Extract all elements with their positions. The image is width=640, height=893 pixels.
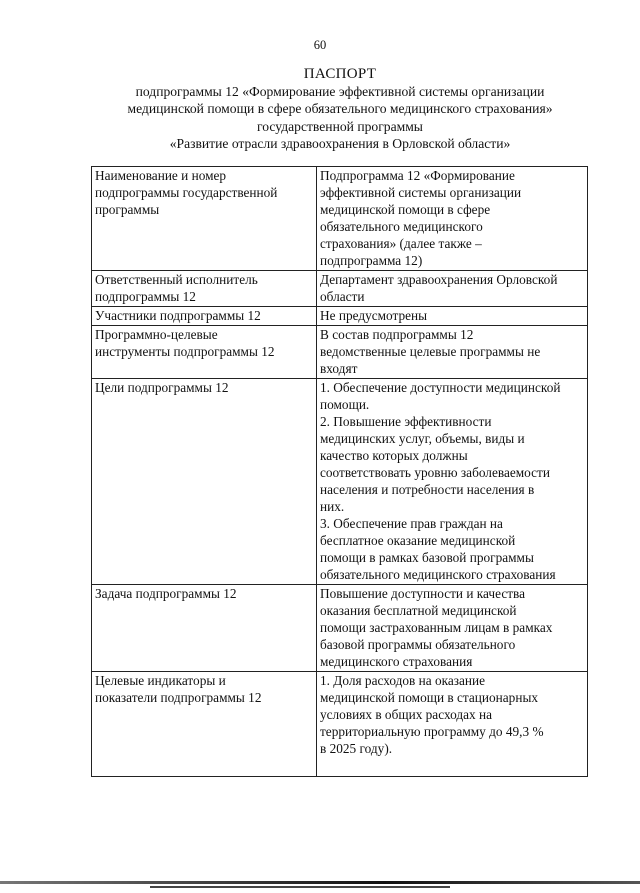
row-value-line: Не предусмотрены: [320, 308, 428, 323]
row-name-line: подпрограммы 12: [95, 289, 196, 304]
row-value-cell: [317, 167, 588, 271]
row-name-line: Наименование и номер: [95, 168, 227, 183]
heading-line: подпрограммы 12 «Формирование эффективной системы организации: [135, 84, 545, 100]
row-value-line: Департамент здравоохранения Орловской: [320, 272, 558, 287]
row-value-line: медицинской помощи в сфере: [320, 202, 491, 217]
row-name-line: Ответственный исполнитель: [95, 272, 258, 287]
row-value-line: медицинского страхования: [320, 654, 473, 669]
heading-line: государственной программы: [257, 118, 423, 134]
row-value-line: помощи в рамках базовой программы: [320, 550, 534, 565]
page-number: 60: [313, 38, 327, 52]
row-name-cell: [92, 167, 317, 271]
document-title: ПАСПОРТ: [303, 66, 377, 82]
row-value-line: бесплатное оказание медицинской: [320, 533, 516, 548]
row-value-line: 1. Доля расходов на оказание: [320, 673, 486, 688]
row-name-cell: [92, 326, 317, 379]
row-value-cell: [317, 672, 588, 777]
row-value-cell: [317, 585, 588, 672]
row-value-line: области: [320, 289, 365, 304]
row-name-line: Задача подпрограммы 12: [95, 586, 237, 601]
row-value-cell: [317, 326, 588, 379]
table-row: [92, 307, 588, 326]
row-value-line: качество которых должны: [320, 448, 468, 463]
row-name-cell: [92, 307, 317, 326]
table-row: [92, 672, 588, 777]
row-value-line: Повышение доступности и качества: [320, 586, 526, 601]
cell-padding: [320, 757, 584, 775]
scan-edge-line: [0, 881, 640, 884]
row-value-line: населения и потребности населения в: [320, 482, 535, 497]
row-name-line: инструменты подпрограммы 12: [95, 344, 275, 359]
row-value-line: подпрограмма 12): [320, 253, 423, 268]
row-name-cell: [92, 271, 317, 307]
row-value-line: входят: [320, 361, 358, 376]
row-value-line: них.: [320, 499, 345, 514]
row-value-line: базовой программы обязательного: [320, 637, 516, 652]
heading-line: «Развитие отрасли здравоохранения в Орловской области»: [169, 135, 511, 151]
row-value-line: соответствовать уровню заболеваемости: [320, 465, 550, 480]
row-value-line: условиях в общих расходах на: [320, 707, 493, 722]
row-name-cell: [92, 379, 317, 585]
table-row: [92, 271, 588, 307]
row-value-line: 2. Повышение эффективности: [320, 414, 492, 429]
heading-line: медицинской помощи в сфере обязательного медицинского страхования»: [127, 101, 553, 117]
row-value-line: оказания бесплатной медицинской: [320, 603, 517, 618]
row-value-cell: [317, 271, 588, 307]
row-name-cell: [92, 672, 317, 777]
row-value-cell: [317, 307, 588, 326]
table-row: [92, 167, 588, 271]
row-value-line: ведомственные целевые программы не: [320, 344, 541, 359]
row-value-line: медицинской помощи в стационарных: [320, 690, 539, 705]
row-name-line: Участники подпрограммы 12: [95, 308, 261, 323]
row-value-line: обязательного медицинского: [320, 219, 483, 234]
row-value-line: помощи застрахованным лицам в рамках: [320, 620, 553, 635]
row-value-line: В состав подпрограммы 12: [320, 327, 474, 342]
row-value-line: эффективной системы организации: [320, 185, 522, 200]
row-name-cell: [92, 585, 317, 672]
row-value-line: обязательного медицинского страхования: [320, 567, 556, 582]
row-name-line: Цели подпрограммы 12: [95, 380, 229, 395]
row-value-cell: [317, 379, 588, 585]
table-row: [92, 379, 588, 585]
row-value-line: 3. Обеспечение прав граждан на: [320, 516, 503, 531]
row-name-line: Целевые индикаторы и: [95, 673, 226, 688]
row-value-line: Подпрограмма 12 «Формирование: [320, 168, 515, 183]
passport-table-body: [92, 167, 588, 777]
document-heading: [70, 66, 610, 152]
scan-edge-line: [150, 886, 450, 888]
row-value-line: медицинских услуг, объемы, виды и: [320, 431, 525, 446]
row-value-line: 1. Обеспечение доступности медицинской: [320, 380, 561, 395]
row-value-line: страхования» (далее также –: [320, 236, 482, 251]
row-value-line: помощи.: [320, 397, 370, 412]
row-name-line: подпрограммы государственной: [95, 185, 278, 200]
row-name-line: программы: [95, 202, 160, 217]
row-name-line: Программно-целевые: [95, 327, 218, 342]
row-name-line: показатели подпрограммы 12: [95, 690, 262, 705]
row-value-line: территориальную программу до 49,3 %: [320, 724, 544, 739]
table-row: [92, 585, 588, 672]
table-row: [92, 326, 588, 379]
row-value-line: в 2025 году).: [320, 741, 393, 756]
passport-table: [91, 166, 588, 777]
